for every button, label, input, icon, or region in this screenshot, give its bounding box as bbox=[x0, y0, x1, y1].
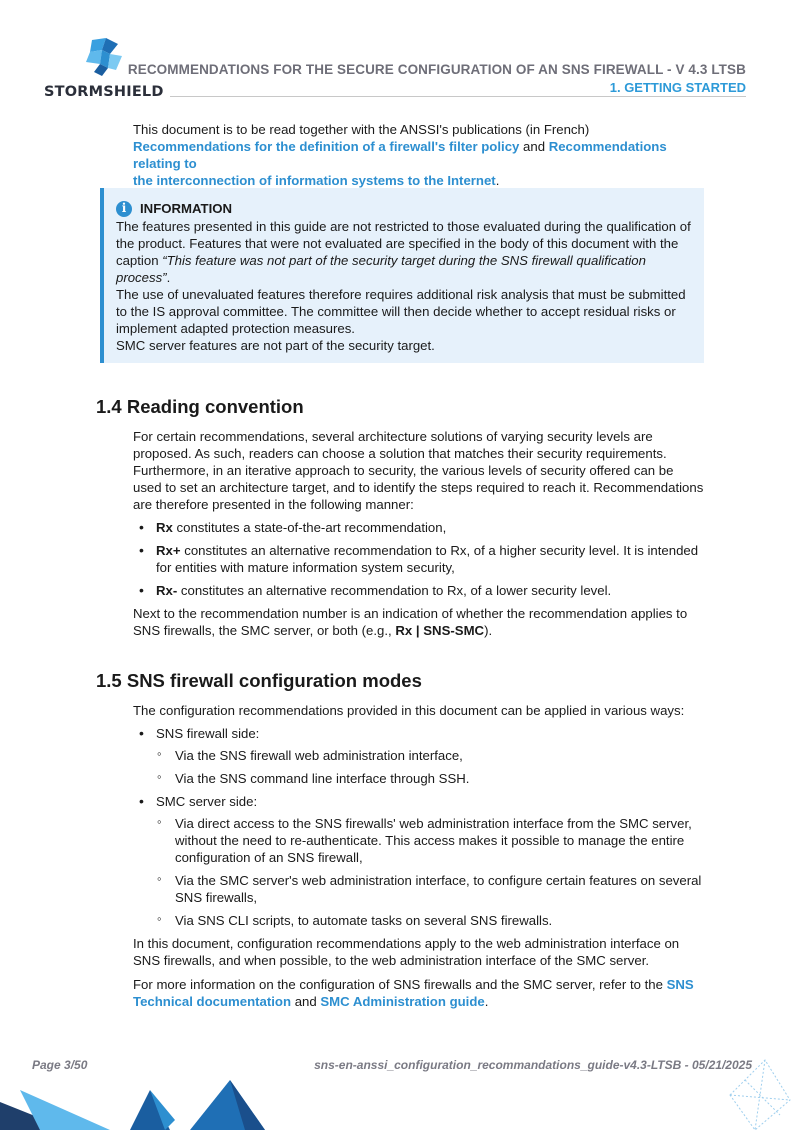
filter-policy-link[interactable]: Recommendations for the definition of a firewall's filter policy bbox=[133, 139, 520, 154]
smc-server-side-label: SMC server side: bbox=[156, 794, 258, 809]
footer-decoration-right bbox=[710, 1055, 800, 1130]
rx-minus-desc: constitutes an alternative recommendation to Rx, of a lower security level. bbox=[177, 583, 612, 598]
note-end: ). bbox=[484, 623, 493, 638]
interconnection-link-part2[interactable]: the interconnection of information systems to the Internet bbox=[133, 173, 496, 188]
sns-firewall-side-label: SNS firewall side: bbox=[156, 726, 260, 741]
section-1-4-body bbox=[133, 428, 705, 639]
information-title: INFORMATION bbox=[140, 201, 233, 216]
document-filename: sns-en-anssi_configuration_recommandations_guide-v4.3-LTSB - 05/21/2025 bbox=[314, 1058, 752, 1072]
recommendation-levels-list bbox=[133, 519, 705, 599]
brand-wordmark: STORMSHIELD bbox=[44, 84, 164, 100]
section-1-4-heading: 1.4 Reading convention bbox=[96, 396, 304, 417]
list-item bbox=[133, 793, 705, 929]
more-info-end: . bbox=[484, 994, 489, 1009]
list-item bbox=[133, 582, 705, 599]
intro-and: and bbox=[519, 139, 549, 154]
interconnection-link-part1[interactable]: Recommendations relating to bbox=[133, 139, 667, 171]
section-1-5-body bbox=[133, 702, 705, 1010]
configuration-modes-list bbox=[133, 725, 705, 929]
info-paragraph-1 bbox=[116, 218, 692, 286]
sns-technical-doc-link[interactable]: SNS Technical documentation bbox=[133, 977, 694, 1009]
header-divider bbox=[170, 96, 746, 97]
info-paragraph-2: The use of unevaluated features therefore requires additional risk analysis that must be submitted to the IS approval committee. The committee will then decide whether to accept residual risks or implement adapted protection measures. bbox=[116, 287, 686, 336]
list-item: ◦ Via SNS CLI scripts, to automate tasks on several SNS firewalls. bbox=[156, 912, 705, 929]
intro-end: . bbox=[495, 173, 500, 188]
reading-convention-paragraph: For certain recommendations, several architecture solutions of varying security levels are proposed. As such, readers can choose a solution that matches their security requirements. Furthermore, in an iterative approach to security, the various levels of security offered can be used to set an architecture target, and to identify the steps required to reach it. Recommendations are therefore presented in the following manner: bbox=[133, 429, 704, 512]
section-1-5-heading: 1.5 SNS firewall configuration modes bbox=[96, 670, 422, 691]
more-info-and: and bbox=[291, 994, 321, 1009]
rx-desc: constitutes a state-of-the-art recommendation, bbox=[172, 520, 447, 535]
more-info-paragraph bbox=[133, 976, 705, 1010]
list-item bbox=[133, 542, 705, 576]
info-p1-text: The features presented in this guide are not restricted to those evaluated during the qualification of the product. Features that were not evaluated are specified in the body of this document with the caption bbox=[116, 219, 691, 268]
information-box bbox=[100, 188, 704, 363]
smc-server-side-list bbox=[156, 815, 705, 929]
rx-minus-term: Rx- bbox=[156, 583, 178, 598]
more-info-text: For more information on the configuration of SNS firewalls and the SMC server, refer to the bbox=[133, 977, 667, 992]
intro-text: This document is to be read together with the ANSSI's publications (in French) bbox=[133, 122, 590, 137]
sns-firewall-side-list bbox=[156, 747, 705, 787]
list-item: ◦ Via the SNS command line interface through SSH. bbox=[156, 770, 705, 787]
information-header bbox=[116, 200, 692, 217]
logo-mark-icon bbox=[82, 38, 126, 78]
scope-paragraph: In this document, configuration recommendations apply to the web administration interface on SNS firewalls, and when possible, to the web administration interface of the SMC server. bbox=[133, 936, 680, 968]
info-p1-quote: “This feature was not part of the security target during the SNS firewall qualification process” bbox=[116, 253, 646, 285]
list-item bbox=[133, 725, 705, 787]
rx-plus-desc: constitutes an alternative recommendation to Rx, of a higher security level. It is intended for entities with mature information system security, bbox=[156, 543, 699, 575]
footer-decoration-left bbox=[0, 1080, 280, 1130]
intro-paragraph bbox=[133, 121, 705, 189]
note-example: Rx | SNS-SMC bbox=[395, 623, 485, 638]
chapter-title: 1. GETTING STARTED bbox=[609, 80, 746, 95]
smc-admin-guide-link[interactable]: SMC Administration guide bbox=[320, 994, 485, 1009]
recommendation-number-note bbox=[133, 605, 705, 639]
list-item: ◦ Via direct access to the SNS firewalls' web administration interface from the SMC server, without the need to re-authenticate. This access makes it possible to manage the entire configuration of an SNS firewall, bbox=[156, 815, 705, 866]
list-item bbox=[133, 519, 705, 536]
document-title: RECOMMENDATIONS FOR THE SECURE CONFIGURATION OF AN SNS FIREWALL - V 4.3 LTSB bbox=[127, 62, 746, 77]
info-p1-end: . bbox=[166, 270, 171, 285]
rx-plus-term: Rx+ bbox=[156, 543, 181, 558]
page-number: Page 3/50 bbox=[32, 1058, 88, 1072]
info-icon: i bbox=[116, 201, 132, 217]
note-text: Next to the recommendation number is an indication of whether the recommendation applies to SNS firewalls, the SMC server, or both (e.g., bbox=[133, 606, 688, 638]
configuration-modes-paragraph: The configuration recommendations provided in this document can be applied in various ways: bbox=[133, 703, 685, 718]
info-paragraph-3: SMC server features are not part of the security target. bbox=[116, 338, 435, 353]
list-item: ◦ Via the SMC server's web administration interface, to configure certain features on several SNS firewalls, bbox=[156, 872, 705, 906]
rx-term: Rx bbox=[156, 520, 173, 535]
list-item: ◦ Via the SNS firewall web administration interface, bbox=[156, 747, 705, 764]
